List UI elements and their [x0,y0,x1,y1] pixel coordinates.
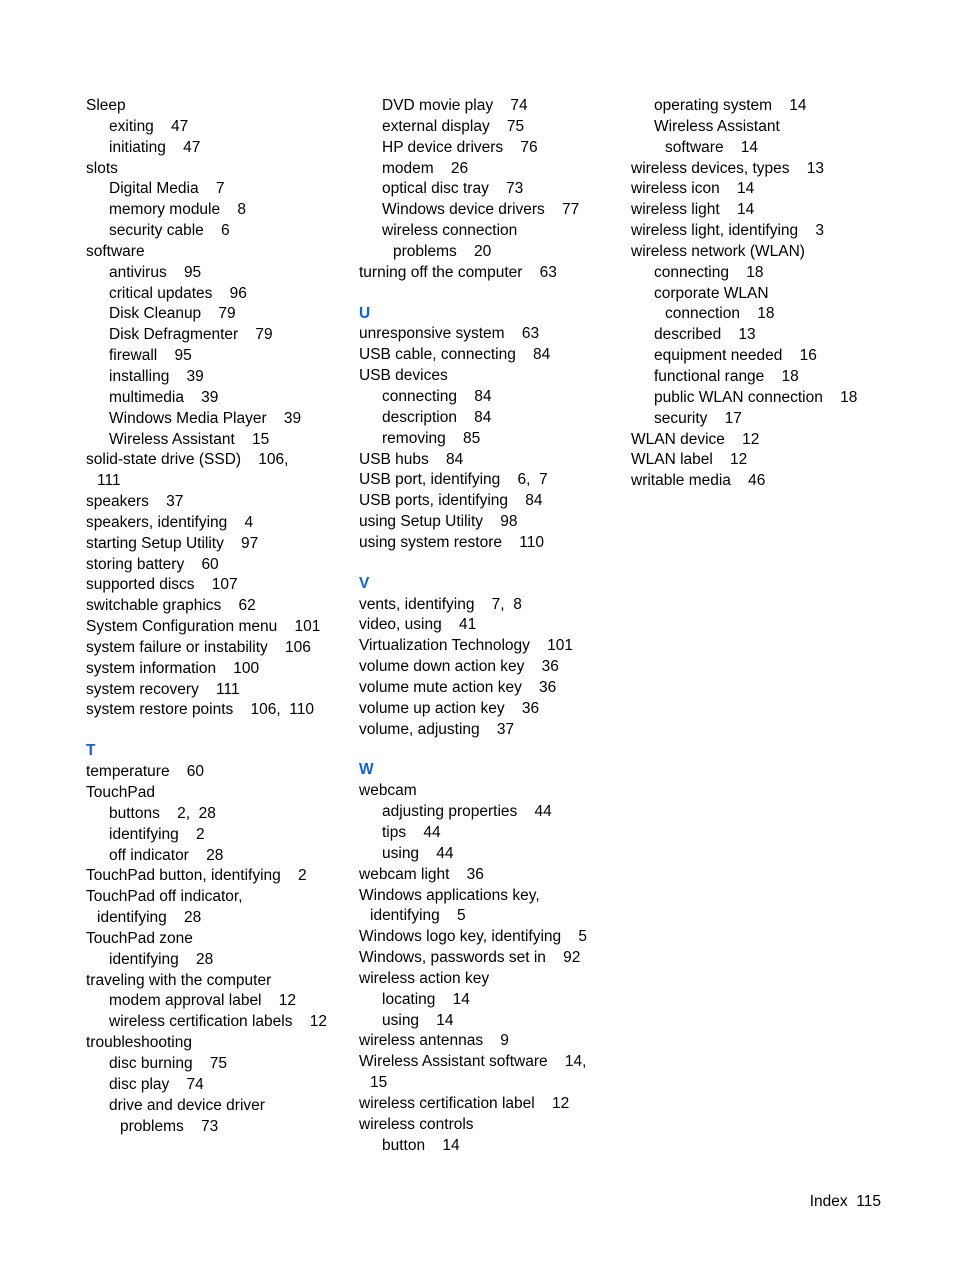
index-entry: Wireless Assistant software 14, [359,1053,587,1071]
index-subentry: security 17 [654,409,742,427]
index-entry: wireless action key [359,969,490,987]
index-entry: speakers 37 [86,493,184,511]
index-subentry: identifying 28 [109,950,214,968]
index-entry: USB hubs 84 [359,450,464,468]
index-entry: wireless light, identifying 3 [631,222,824,240]
index-column-1 [86,96,327,1137]
index-entry: Windows, passwords set in 92 [359,949,581,967]
index-subentry: disc play 74 [109,1075,204,1093]
index-entry: software [86,242,145,260]
index-subentry: corporate WLAN [654,284,769,302]
index-subentry: optical disc tray 73 [382,180,524,198]
page-footer: Index 115 [809,1193,881,1210]
index-subentry: 15 [370,1074,388,1092]
index-subentry: external display 75 [382,117,525,135]
index-subentry: using 44 [382,844,454,862]
index-entry: WLAN label 12 [631,451,748,469]
index-subentry: locating 14 [382,990,470,1008]
index-entry: USB ports, identifying 84 [359,492,543,510]
index-subentry: 111 [97,472,121,490]
index-entry: troubleshooting [86,1034,192,1052]
index-entry: System Configuration menu 101 [86,618,321,636]
index-entry: wireless devices, types 13 [631,159,824,177]
index-entry: WLAN device 12 [631,430,760,448]
index-subentry: problems 73 [120,1117,219,1135]
index-subentry: identifying 5 [370,907,466,925]
index-subentry: description 84 [382,408,492,426]
index-subentry: firewall 95 [109,347,192,365]
index-entry: temperature 60 [86,763,205,781]
index-entry: supported discs 107 [86,576,238,594]
index-subentry: Windows Media Player 39 [109,409,302,427]
index-entry: system restore points 106, 110 [86,701,315,719]
index-subentry: exiting 47 [109,117,189,135]
index-entry: volume up action key 36 [359,699,540,717]
index-subentry: identifying 28 [97,909,202,927]
index-subentry: problems 20 [393,242,492,260]
index-subentry: buttons 2, 28 [109,804,216,822]
index-entry: solid-state drive (SSD) 106, [86,451,289,469]
index-entry: Sleep [86,97,126,114]
index-subentry: antivirus 95 [109,263,202,281]
index-entry: slots [86,159,118,177]
index-entry: video, using 41 [359,616,477,634]
index-entry: wireless certification label 12 [359,1094,570,1112]
index-subentry: Wireless Assistant 15 [109,430,270,448]
index-entry: storing battery 60 [86,555,219,573]
index-entry: volume down action key 36 [359,658,559,676]
index-subentry: disc burning 75 [109,1054,228,1072]
index-entry: turning off the computer 63 [359,263,557,281]
index-subentry: functional range 18 [654,367,799,385]
index-subentry: connecting 18 [654,263,764,281]
index-entry: using system restore 110 [359,533,544,551]
index-subentry: wireless certification labels 12 [109,1013,327,1031]
index-entry: using Setup Utility 98 [359,513,518,531]
index-column-2 [359,96,587,1157]
index-entry: traveling with the computer [86,971,272,989]
index-entry: system recovery 111 [86,680,240,698]
index-entry: system failure or instability 106 [86,638,311,656]
index-entry: webcam light 36 [359,865,484,883]
index-subentry: adjusting properties 44 [382,803,552,821]
index-subentry: modem 26 [382,159,469,177]
index-entry: TouchPad [86,784,155,801]
index-subentry: modem approval label 12 [109,992,296,1010]
index-subentry: Wireless Assistant [654,117,780,135]
section-letter-heading: T [86,742,96,760]
index-subentry: initiating 47 [109,138,201,156]
index-subentry: Disk Cleanup 79 [109,305,236,323]
section-letter-heading: U [359,304,371,322]
index-entry: switchable graphics 62 [86,597,256,615]
index-subentry: Disk Defragmenter 79 [109,326,273,344]
index-entry: writable media 46 [631,472,766,490]
index-entry: speakers, identifying 4 [86,513,254,531]
index-subentry: connecting 84 [382,387,492,405]
section-letter-heading: V [359,574,370,592]
index-subentry: wireless connection [382,222,518,240]
index-entry: TouchPad button, identifying 2 [86,867,307,885]
index-subentry: identifying 2 [109,825,205,843]
index-subentry: using 14 [382,1011,454,1029]
index-subentry: tips 44 [382,824,441,841]
index-entry: USB devices [359,367,448,385]
index-subentry: connection 18 [665,305,775,323]
index-entry: volume mute action key 36 [359,678,557,696]
index-subentry: operating system 14 [654,97,807,114]
index-entry: wireless controls [359,1115,474,1133]
index-entry: Virtualization Technology 101 [359,637,573,655]
index-subentry: button 14 [382,1136,460,1154]
index-subentry: drive and device driver [109,1096,265,1114]
index-entry: USB cable, connecting 84 [359,346,551,364]
index-subentry: Digital Media 7 [109,180,225,198]
index-entry: unresponsive system 63 [359,325,540,343]
index-entry: Windows applications key, [359,886,540,904]
index-entry: volume, adjusting 37 [359,720,515,738]
section-letter-heading: W [359,761,374,779]
index-subentry: DVD movie play 74 [382,97,528,114]
index-subentry: public WLAN connection 18 [654,388,858,406]
index-entry: starting Setup Utility 97 [86,534,259,552]
index-subentry: Windows device drivers 77 [382,201,580,219]
index-subentry: software 14 [665,138,759,156]
index-subentry: installing 39 [109,367,204,385]
index-entry: wireless icon 14 [631,180,755,198]
index-entry: wireless light 14 [631,201,755,219]
index-subentry: described 13 [654,326,756,344]
index-column-3 [631,96,857,492]
index-entry: system information 100 [86,659,260,677]
index-subentry: security cable 6 [109,222,230,240]
index-entry: vents, identifying 7, 8 [359,595,522,613]
index-entry: Windows logo key, identifying 5 [359,928,588,946]
index-subentry: HP device drivers 76 [382,138,538,156]
index-subentry: off indicator 28 [109,846,224,864]
index-entry: TouchPad off indicator, [86,888,243,906]
index-subentry: equipment needed 16 [654,347,817,365]
index-subentry: removing 85 [382,429,481,447]
index-entry: webcam [359,782,417,800]
index-entry: USB port, identifying 6, 7 [359,471,548,489]
index-subentry: multimedia 39 [109,388,219,406]
index-subentry: memory module 8 [109,201,246,219]
index-entry: wireless antennas 9 [359,1032,509,1050]
index-entry: wireless network (WLAN) [631,242,805,260]
index-entry: TouchPad zone [86,929,193,947]
index-subentry: critical updates 96 [109,284,247,302]
